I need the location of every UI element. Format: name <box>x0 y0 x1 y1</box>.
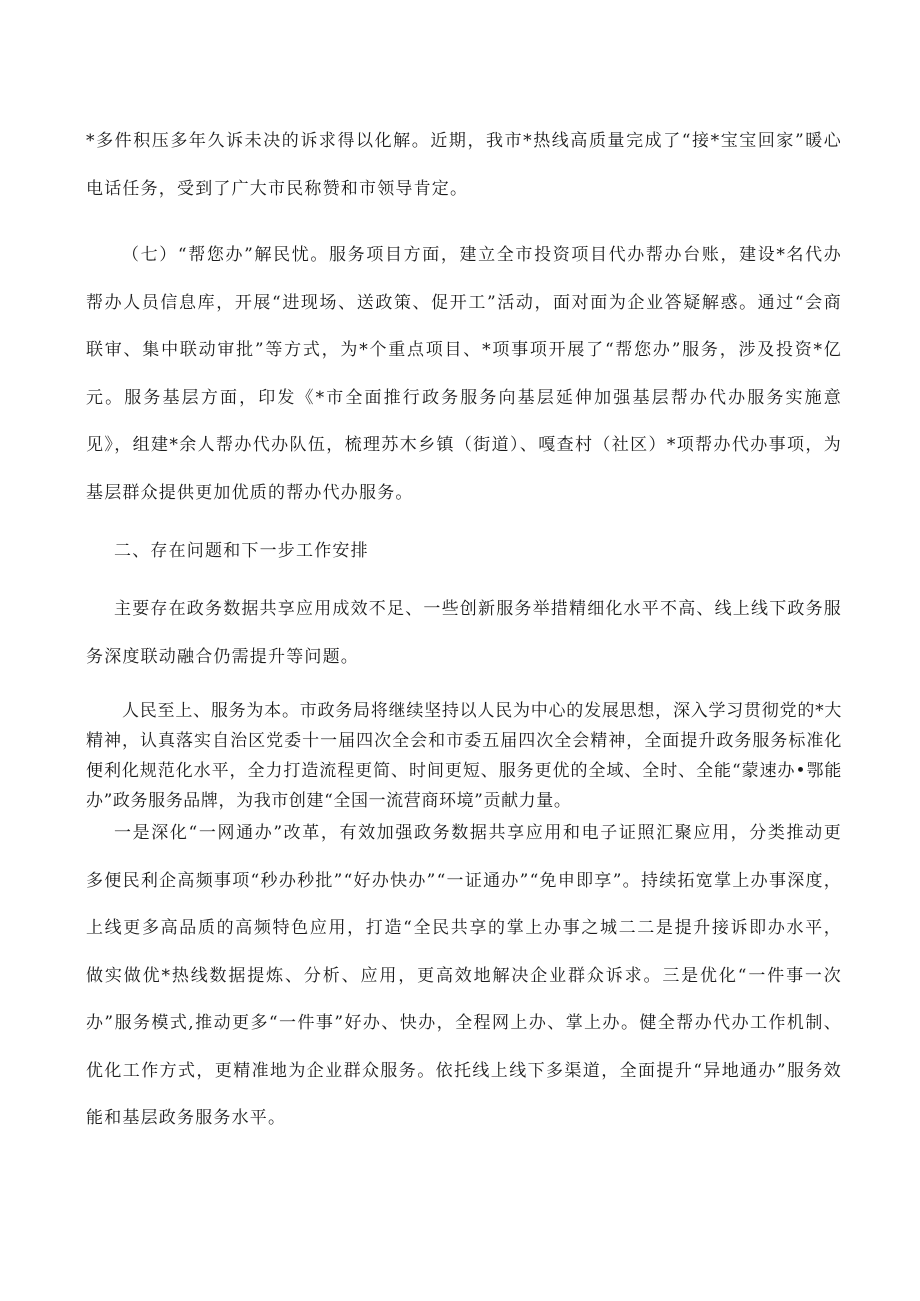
section-heading-problems: 二、存在问题和下一步工作安排 <box>114 541 369 561</box>
paragraph-people-first: 人民至上、服务为本。市政务局将继续坚持以人民为中心的发展思想，深入学习贯彻党的*大精神，认真落实自治区党委十一届四次全会和市委五届四次全会精神，全面提升政务服务标准化便利化规范化水平，全力打造流程更简、时间更短、服务更优的全域、全时、全能“蒙速办•鄂能办”政务服务品牌，为我市创建“全国一流营商环境”贡献力量。 <box>86 701 842 811</box>
paragraph-hotline-summary: *多件积压多年久诉未决的诉求得以化解。近期，我市*热线高质量完成了“接*宝宝回家”暖心电话任务，受到了广大市民称赞和市领导肯定。 <box>86 131 842 199</box>
paragraph-help-service: （七）“帮您办”解民忧。服务项目方面，建立全市投资项目代办帮办台账，建设*名代办帮办人员信息库，开展“进现场、送政策、促开工”活动，面对面为企业答疑解惑。通过“会商联审、集中联动审批”等方式，为*个重点项目、*项事项开展了“帮您办”服务，涉及投资*亿元。服务基层方面，印发《*市全面推行政务服务向基层延伸加强基层帮办代办服务实施意见》，组建*余人帮办代办队伍，梳理苏木乡镇（街道）、嘎查村（社区）*项帮办代办事项，为基层群众提供更加优质的帮办代办服务。 <box>86 245 842 503</box>
paragraph-next-steps: 一是深化“一网通办”改革，有效加强政务数据共享应用和电子证照汇聚应用，分类推动更多便民利企高频事项“秒办秒批”“好办快办”“一证通办”“免申即享”。持续拓宽掌上办事深度，上线更多高品质的高频特色应用，打造“全民共享的掌上办事之城二二是提升接诉即办水平，做实做优*热线数据提炼、分析、应用，更高效地解决企业群众诉求。三是优化“一件事一次办”服务模式,推动更多“一件事”好办、快办，全程网上办、掌上办。健全帮办代办工作机制、优化工作方式，更精准地为企业群众服务。依托线上线下多渠道，全面提升“异地通办”服务效能和基层政务服务水平。 <box>86 823 842 1128</box>
paragraph-problems: 主要存在政务数据共享应用成效不足、一些创新服务举措精细化水平不高、线上线下政务服务深度联动融合仍需提升等问题。 <box>86 599 842 667</box>
